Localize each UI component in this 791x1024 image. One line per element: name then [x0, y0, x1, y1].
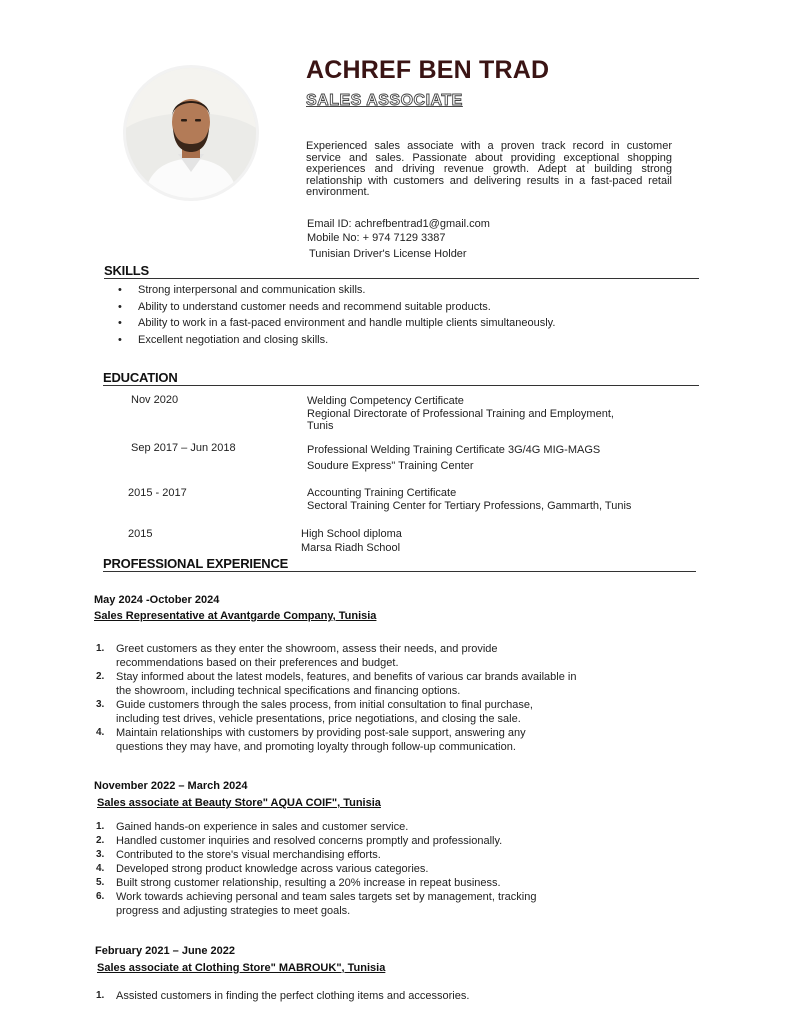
duty-text: progress and adjusting strategies to meet goals. [116, 905, 351, 917]
duty-item [94, 820, 694, 834]
duty-number: 6. [96, 891, 105, 902]
duty-item [94, 670, 694, 698]
job-duties [94, 989, 694, 1003]
duty-number: 3. [96, 849, 105, 860]
duty-item [94, 698, 694, 726]
education-institution: Regional Directorate of Professional Training and Employment, [307, 407, 614, 420]
skill-item: • Strong interpersonal and communication skills. [118, 284, 718, 301]
job-title: Sales Representative at Avantgarde Company, Tunisia [94, 610, 377, 622]
duty-text: Maintain relationships with customers by providing post-sale support, answering any [116, 727, 526, 739]
education-rule [103, 385, 699, 386]
profile-photo [126, 68, 256, 198]
duty-text: Guide customers through the sales process, from initial consultation to final purchase, [116, 699, 533, 711]
education-location: Tunis [307, 420, 334, 432]
duty-text: Developed strong product knowledge across various categories. [116, 863, 429, 875]
education-title: Welding Competency Certificate [307, 395, 464, 407]
duty-item [94, 890, 694, 918]
duty-text: Handled customer inquiries and resolved concerns promptly and professionally. [116, 835, 503, 847]
duty-item [94, 642, 694, 670]
skills-heading: SKILLS [104, 263, 150, 278]
duty-text: including test drives, vehicle presentations, price negotiations, and closing the sale. [116, 713, 521, 725]
duty-text: Contributed to the store's visual merchandising efforts. [116, 849, 381, 861]
duty-text: recommendations based on their preferences and budget. [116, 657, 399, 669]
job-title: Sales associate at Clothing Store" MABROUK", Tunisia [97, 962, 386, 974]
education-title: Accounting Training Certificate [307, 487, 457, 499]
duty-text: Greet customers as they enter the showroom, assess their needs, and provide [116, 643, 498, 655]
education-entry [307, 442, 600, 474]
duty-text: Work towards achieving personal and team sales targets set by management, tracking [116, 891, 537, 903]
duty-item [94, 848, 694, 862]
duty-item [94, 876, 694, 890]
job-date: February 2021 – June 2022 [95, 945, 236, 957]
duty-item [94, 726, 694, 754]
candidate-name: ACHREF BEN TRAD [306, 56, 550, 84]
contact-block [307, 217, 490, 261]
duty-text: Gained hands-on experience in sales and customer service. [116, 821, 409, 833]
duty-text: Assisted customers in finding the perfect clothing items and accessories. [116, 990, 470, 1002]
candidate-role: SALES ASSOCIATE [306, 92, 463, 109]
duty-text: Stay informed about the latest models, features, and benefits of various car brands available in [116, 671, 577, 683]
duty-item [94, 989, 694, 1003]
driver-license: Tunisian Driver's License Holder [309, 248, 467, 260]
job-date: November 2022 – March 2024 [94, 780, 248, 792]
contact-mobile[interactable]: Mobile No: + 974 7129 3387 [307, 232, 446, 244]
person-portrait-icon [126, 68, 256, 198]
education-entry [307, 395, 614, 433]
skill-item: • Excellent negotiation and closing skills. [118, 334, 718, 351]
job-title: Sales associate at Beauty Store" AQUA COIF", Tunisia [97, 797, 381, 809]
experience-rule [103, 571, 696, 572]
duty-number: 3. [96, 699, 105, 710]
duty-text: Built strong customer relationship, resulting a 20% increase in repeat business. [116, 877, 501, 889]
education-entry [301, 528, 402, 555]
job-date: May 2024 -October 2024 [94, 594, 220, 606]
duty-number: 4. [96, 727, 105, 738]
education-institution: Marsa Riadh School [301, 541, 401, 554]
education-date: 2015 - 2017 [128, 487, 187, 499]
skill-item: • Ability to understand customer needs and recommend suitable products. [118, 301, 718, 318]
skill-item: • Ability to work in a fast-paced environment and handle multiple clients simultaneously. [118, 317, 718, 334]
duty-number: 1. [96, 821, 105, 832]
profile-summary: Experienced sales associate with a proven track record in customer service and sales. Passionate about providing exceptional shopping experiences and driving revenue growth. Adept at building strong relationship with customers and delivering results in a fast-paced retail environment. [306, 140, 672, 198]
duty-number: 2. [96, 835, 105, 846]
experience-heading: PROFESSIONAL EXPERIENCE [103, 556, 289, 571]
education-title: Professional Welding Training Certificate 3G/4G MIG-MAGS [307, 444, 601, 456]
education-heading: EDUCATION [103, 370, 178, 385]
contact-email[interactable]: Email ID: achrefbentrad1@gmail.com [307, 218, 490, 230]
duty-text: questions they may have, and promoting loyalty through follow-up communication. [116, 741, 516, 753]
education-institution: Soudure Express" Training Center [307, 460, 474, 472]
duty-number: 2. [96, 671, 105, 682]
education-institution: Sectoral Training Center for Tertiary Professions, Gammarth, Tunis [307, 499, 632, 512]
duty-number: 1. [96, 990, 105, 1001]
duty-number: 5. [96, 877, 105, 888]
education-date: Nov 2020 [131, 394, 179, 406]
duty-item [94, 862, 694, 876]
duty-number: 4. [96, 863, 105, 874]
duty-text: the showroom, including technical specifications and financing options. [116, 685, 461, 697]
skills-list [118, 284, 718, 350]
job-duties [94, 820, 694, 918]
duty-item [94, 834, 694, 848]
education-date: Sep 2017 – Jun 2018 [131, 442, 236, 454]
skills-rule [104, 278, 699, 279]
education-entry [307, 487, 631, 512]
education-title: High School diploma [301, 528, 402, 540]
duty-number: 1. [96, 643, 105, 654]
job-duties [94, 642, 694, 754]
education-date: 2015 [128, 528, 153, 540]
